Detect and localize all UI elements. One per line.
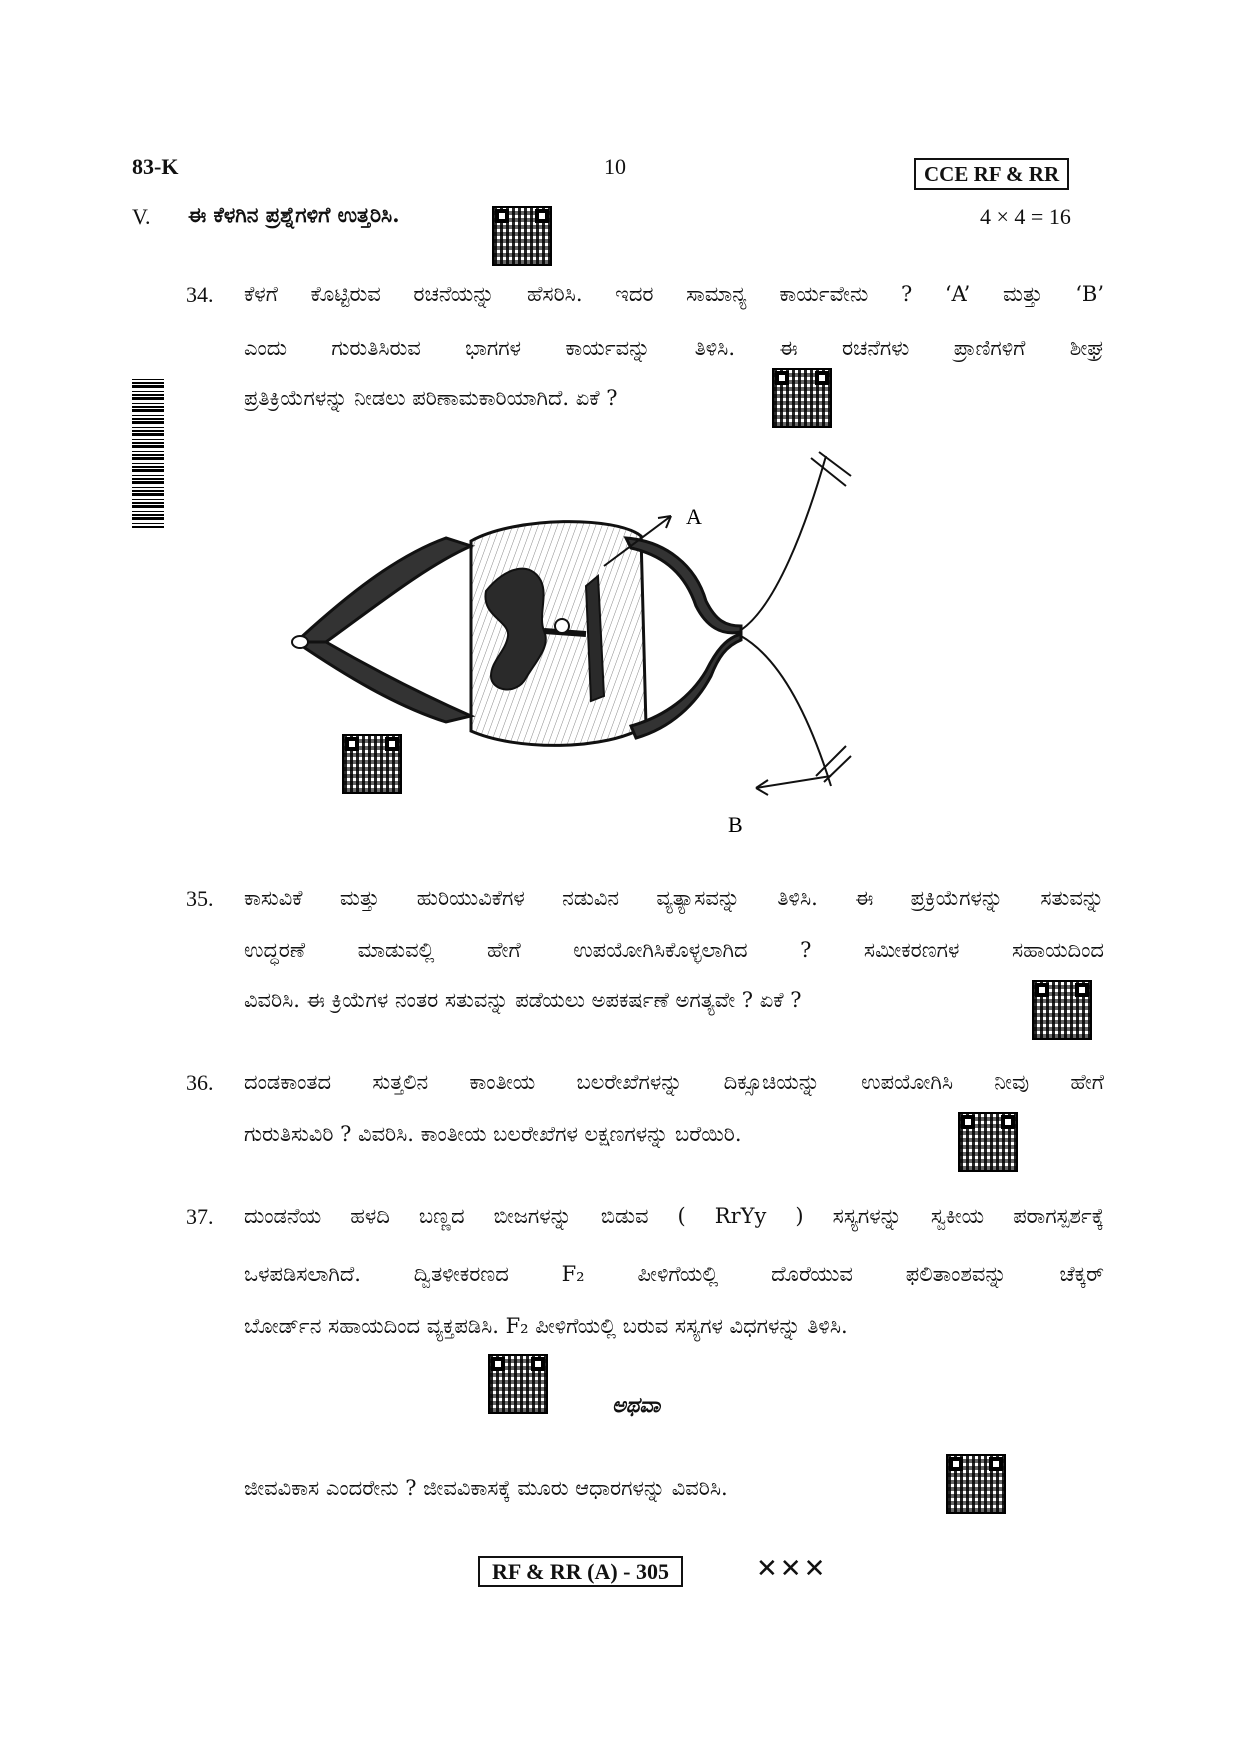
question-35-line-1: ಕಾಸುವಿಕೆ ಮತ್ತು ಹುರಿಯುವಿಕೆಗಳ ನಡುವಿನ ವ್ಯತ್ಯಾಸವನ್ನು ತಿಳಿಸಿ. ಈ ಪ್ರಕ್ರಿಯೆಗಳನ್ನು ಸತುವನ್ನು xyxy=(244,886,1104,910)
footer-series-box: RF & RR (A) - 305 xyxy=(478,1556,683,1587)
series-box: CCE RF & RR xyxy=(914,158,1069,190)
qr-code-icon xyxy=(772,368,832,428)
page-number: 10 xyxy=(604,154,626,179)
section-number: V. xyxy=(132,204,151,229)
question-34-line-1: ಕೆಳಗೆ ಕೊಟ್ಟಿರುವ ರಚನೆಯನ್ನು ಹೆಸರಿಸಿ. ಇದರ ಸಾಮಾನ್ಯ ಕಾರ್ಯವೇನು ? ‘A’ ಮತ್ತು ‘B’ xyxy=(244,282,1104,306)
or-label: ಅಥವಾ xyxy=(612,1392,661,1417)
question-number-35: 35. xyxy=(186,886,214,911)
footer-mark: ✕✕✕ xyxy=(756,1554,828,1584)
paper-code: 83-K xyxy=(132,154,179,179)
left-nerve-roots xyxy=(292,538,471,722)
question-number-37: 37. xyxy=(186,1204,214,1229)
question-37-line-1: ದುಂಡನೆಯ ಹಳದಿ ಬಣ್ಣದ ಬೀಜಗಳನ್ನು ಬಿಡುವ ( RrYy ) ಸಸ್ಯಗಳನ್ನು ಸ್ವಕೀಯ ಪರಾಗಸ್ಪರ್ಶಕ್ಕೆ xyxy=(244,1204,1104,1228)
qr-code-icon xyxy=(342,734,402,794)
section-title: ಈ ಕೆಳಗಿನ ಪ್ರಶ್ನೆಗಳಿಗೆ ಉತ್ತರಿಸಿ. xyxy=(188,202,400,227)
label-a: A xyxy=(686,504,702,529)
question-34-line-3: ಪ್ರತಿಕ್ರಿಯೆಗಳನ್ನು ನೀಡಲು ಪರಿಣಾಮಕಾರಿಯಾಗಿದೆ. ಏಕೆ ? xyxy=(244,386,618,410)
question-36-line-1: ದಂಡಕಾಂತದ ಸುತ್ತಲಿನ ಕಾಂತೀಯ ಬಲರೇಖೆಗಳನ್ನು ದಿಕ್ಸೂಚಿಯನ್ನು ಉಪಯೋಗಿಸಿ ನೀವು ಹೇಗೆ xyxy=(244,1070,1104,1094)
qr-code-icon xyxy=(492,206,552,266)
question-37-alt-line: ಜೀವವಿಕಾಸ ಎಂದರೇನು ? ಜೀವವಿಕಾಸಕ್ಕೆ ಮೂರು ಆಧಾರಗಳನ್ನು ವಿವರಿಸಿ. xyxy=(244,1476,728,1500)
question-36-line-2: ಗುರುತಿಸುವಿರಿ ? ವಿವರಿಸಿ. ಕಾಂತೀಯ ಬಲರೇಖೆಗಳ ಲಕ್ಷಣಗಳನ್ನು ಬರೆಯಿರಿ. xyxy=(244,1122,742,1146)
question-35-line-3: ವಿವರಿಸಿ. ಈ ಕ್ರಿಯೆಗಳ ನಂತರ ಸತುವನ್ನು ಪಡೆಯಲು ಅಪಕರ್ಷಣೆ ಅಗತ್ಯವೇ ? ಏಕೆ ? xyxy=(244,988,802,1012)
qr-code-icon xyxy=(946,1454,1006,1514)
qr-code-icon xyxy=(958,1112,1018,1172)
question-35-line-2: ಉದ್ಧರಣೆ ಮಾಡುವಲ್ಲಿ ಹೇಗೆ ಉಪಯೋಗಿಸಿಕೊಳ್ಳಲಾಗಿದ ? ಸಮೀಕರಣಗಳ ಸಹಾಯದಿಂದ xyxy=(244,938,1104,962)
section-marks: 4 × 4 = 16 xyxy=(980,204,1071,229)
question-number-36: 36. xyxy=(186,1070,214,1095)
qr-code-icon xyxy=(488,1354,548,1414)
question-34-line-2: ಎಂದು ಗುರುತಿಸಿರುವ ಭಾಗಗಳ ಕಾರ್ಯವನ್ನು ತಿಳಿಸಿ. ಈ ರಚನೆಗಳು ಪ್ರಾಣಿಗಳಿಗೆ ಶೀಘ್ರ xyxy=(244,336,1104,360)
label-b: B xyxy=(728,812,743,837)
qr-code-icon xyxy=(1032,980,1092,1040)
barcode-icon xyxy=(132,376,164,528)
question-37-line-2: ಒಳಪಡಿಸಲಾಗಿದೆ. ದ್ವಿತಳೀಕರಣದ F₂ ಪೀಳಿಗೆಯಲ್ಲಿ ದೊರೆಯುವ ಫಲಿತಾಂಶವನ್ನು ಚೆಕ್ಕರ್ xyxy=(244,1262,1104,1286)
question-37-line-3: ಬೋರ್ಡ್‌ನ ಸಹಾಯದಿಂದ ವ್ಯಕ್ತಪಡಿಸಿ. F₂ ಪೀಳಿಗೆಯಲ್ಲಿ ಬರುವ ಸಸ್ಯಗಳ ವಿಧಗಳನ್ನು ತಿಳಿಸಿ. xyxy=(244,1314,848,1338)
question-number-34: 34. xyxy=(186,282,214,307)
